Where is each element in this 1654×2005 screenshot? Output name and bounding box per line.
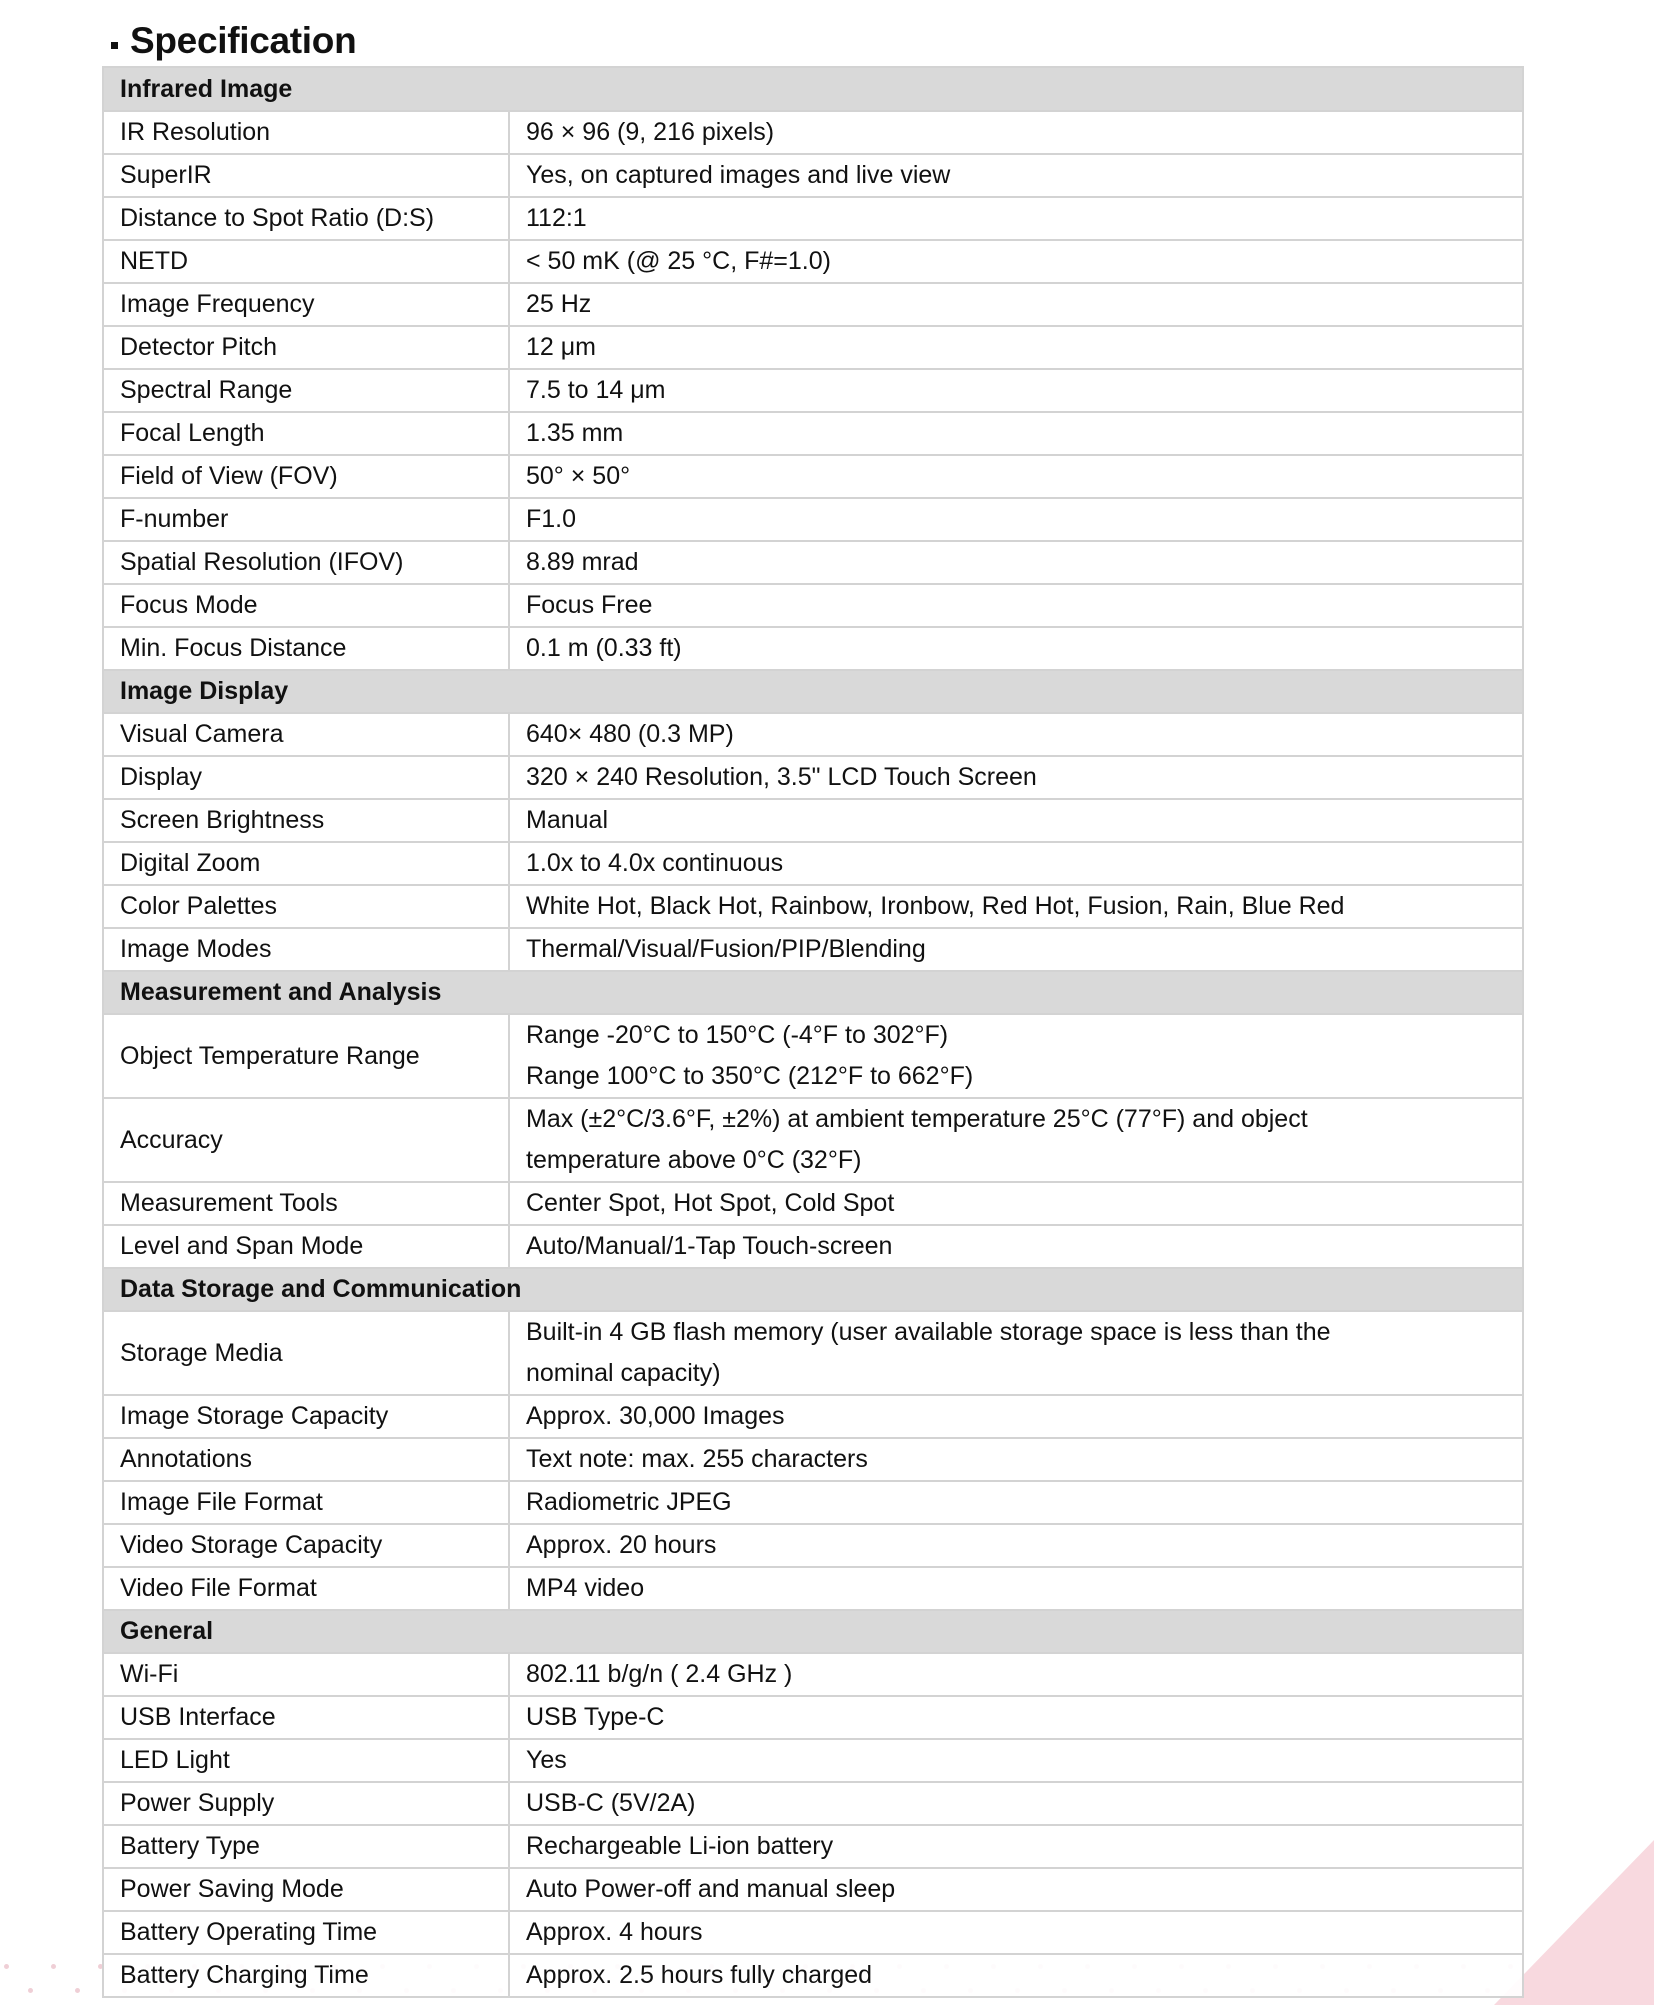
section-header-row <box>103 67 1523 111</box>
spec-label: Field of View (FOV) <box>103 455 509 498</box>
spec-value-line: USB Type-C <box>526 1703 665 1731</box>
spec-row <box>103 842 1523 885</box>
spec-label: Image Frequency <box>103 283 509 326</box>
spec-row <box>103 928 1523 971</box>
spec-row <box>103 1653 1523 1696</box>
spec-label: Battery Type <box>103 1825 509 1868</box>
spec-row <box>103 1481 1523 1524</box>
spec-row <box>103 1098 1523 1182</box>
spec-value <box>509 498 1523 541</box>
spec-label: Color Palettes <box>103 885 509 928</box>
spec-label: Min. Focus Distance <box>103 627 509 670</box>
spec-value <box>509 1825 1523 1868</box>
spec-value-line: Range -20°C to 150°C (-4°F to 302°F) <box>526 1021 949 1049</box>
spec-value-line: 1.0x to 4.0x continuous <box>526 849 784 877</box>
spec-row <box>103 584 1523 627</box>
spec-label: Measurement Tools <box>103 1182 509 1225</box>
spec-value <box>509 1524 1523 1567</box>
spec-value <box>509 1438 1523 1481</box>
spec-value <box>509 1481 1523 1524</box>
spec-value <box>509 1868 1523 1911</box>
spec-label: Power Saving Mode <box>103 1868 509 1911</box>
spec-value-line: < 50 mK (@ 25 °C, F#=1.0) <box>526 247 831 275</box>
spec-value <box>509 1395 1523 1438</box>
spec-label: Screen Brightness <box>103 799 509 842</box>
spec-row <box>103 197 1523 240</box>
spec-row <box>103 412 1523 455</box>
section-header-row <box>103 670 1523 713</box>
spec-row <box>103 455 1523 498</box>
spec-label: Battery Charging Time <box>103 1954 509 1997</box>
spec-value-line: Manual <box>526 806 608 834</box>
spec-value <box>509 111 1523 154</box>
spec-label: Battery Operating Time <box>103 1911 509 1954</box>
spec-value <box>509 799 1523 842</box>
spec-value-line: White Hot, Black Hot, Rainbow, Ironbow, Red Hot, Fusion, Rain, Blue Red <box>526 892 1345 920</box>
spec-label: Wi-Fi <box>103 1653 509 1696</box>
spec-label: LED Light <box>103 1739 509 1782</box>
spec-row <box>103 1954 1523 1997</box>
spec-label: Visual Camera <box>103 713 509 756</box>
page-title <box>111 18 356 64</box>
spec-row <box>103 627 1523 670</box>
spec-row <box>103 756 1523 799</box>
spec-value <box>509 240 1523 283</box>
spec-row <box>103 326 1523 369</box>
spec-value <box>509 713 1523 756</box>
spec-value <box>509 326 1523 369</box>
spec-value-line: Approx. 2.5 hours fully charged <box>526 1961 873 1989</box>
spec-value-line: Thermal/Visual/Fusion/PIP/Blending <box>526 935 926 963</box>
spec-label: USB Interface <box>103 1696 509 1739</box>
spec-value <box>509 154 1523 197</box>
section-header-row <box>103 971 1523 1014</box>
spec-label: Focus Mode <box>103 584 509 627</box>
decorative-dot <box>75 1988 80 1993</box>
spec-row <box>103 283 1523 326</box>
spec-value <box>509 842 1523 885</box>
spec-label: Display <box>103 756 509 799</box>
spec-label: Annotations <box>103 1438 509 1481</box>
spec-value <box>509 1225 1523 1268</box>
spec-label: Image Modes <box>103 928 509 971</box>
spec-row <box>103 1782 1523 1825</box>
spec-label: Video Storage Capacity <box>103 1524 509 1567</box>
spec-value-line: USB-C (5V/2A) <box>526 1789 696 1817</box>
spec-value <box>509 1653 1523 1696</box>
spec-label: Spatial Resolution (IFOV) <box>103 541 509 584</box>
specification-table <box>102 66 1524 1998</box>
spec-label: Focal Length <box>103 412 509 455</box>
spec-value-line: Approx. 4 hours <box>526 1918 703 1946</box>
spec-value-line: nominal capacity) <box>526 1359 721 1387</box>
spec-value <box>509 1739 1523 1782</box>
section-header-row <box>103 1610 1523 1653</box>
spec-value-line: MP4 video <box>526 1574 645 1602</box>
spec-value-line: 7.5 to 14 μm <box>526 376 666 404</box>
spec-label: Distance to Spot Ratio (D:S) <box>103 197 509 240</box>
spec-value-line: Auto/Manual/1-Tap Touch-screen <box>526 1232 893 1260</box>
spec-row <box>103 1825 1523 1868</box>
specification-table-body <box>103 67 1523 1997</box>
spec-value-line: 640× 480 (0.3 MP) <box>526 720 734 748</box>
spec-label: Power Supply <box>103 1782 509 1825</box>
spec-row <box>103 111 1523 154</box>
section-header: Infrared Image <box>103 67 1523 111</box>
spec-value-line: 0.1 m (0.33 ft) <box>526 634 682 662</box>
spec-value-line: Text note: max. 255 characters <box>526 1445 868 1473</box>
decorative-dot <box>51 1964 56 1969</box>
spec-row <box>103 1696 1523 1739</box>
spec-value-line: Range 100°C to 350°C (212°F to 662°F) <box>526 1062 974 1090</box>
spec-value-line: 802.11 b/g/n ( 2.4 GHz ) <box>526 1660 793 1688</box>
spec-label: Video File Format <box>103 1567 509 1610</box>
spec-value <box>509 1098 1523 1182</box>
spec-label: Image Storage Capacity <box>103 1395 509 1438</box>
spec-value-line: Center Spot, Hot Spot, Cold Spot <box>526 1189 895 1217</box>
spec-label: Detector Pitch <box>103 326 509 369</box>
spec-value <box>509 412 1523 455</box>
spec-row <box>103 1911 1523 1954</box>
spec-row <box>103 1311 1523 1395</box>
spec-value-line: Rechargeable Li-ion battery <box>526 1832 834 1860</box>
spec-value-line: Yes <box>526 1746 567 1774</box>
spec-value-line: 96 × 96 (9, 216 pixels) <box>526 118 775 146</box>
spec-value <box>509 1696 1523 1739</box>
section-header-row <box>103 1268 1523 1311</box>
spec-value <box>509 885 1523 928</box>
spec-label: Accuracy <box>103 1098 509 1182</box>
spec-value-line: Focus Free <box>526 591 653 619</box>
spec-value <box>509 283 1523 326</box>
section-header: Measurement and Analysis <box>103 971 1523 1014</box>
spec-label: Spectral Range <box>103 369 509 412</box>
spec-row <box>103 1225 1523 1268</box>
spec-value-line: Radiometric JPEG <box>526 1488 732 1516</box>
spec-value-line: 50° × 50° <box>526 462 631 490</box>
spec-row <box>103 1438 1523 1481</box>
spec-value-line: Approx. 20 hours <box>526 1531 717 1559</box>
spec-label: SuperIR <box>103 154 509 197</box>
spec-value <box>509 928 1523 971</box>
decorative-dot <box>4 1964 9 1969</box>
decorative-dot <box>28 1988 33 1993</box>
spec-label: Level and Span Mode <box>103 1225 509 1268</box>
spec-value <box>509 1014 1523 1098</box>
spec-value-line: 25 Hz <box>526 290 592 318</box>
spec-value <box>509 1182 1523 1225</box>
spec-row <box>103 713 1523 756</box>
spec-value <box>509 541 1523 584</box>
spec-value <box>509 1954 1523 1997</box>
spec-value <box>509 369 1523 412</box>
spec-row <box>103 885 1523 928</box>
spec-value-line: Yes, on captured images and live view <box>526 161 951 189</box>
spec-label: Storage Media <box>103 1311 509 1395</box>
spec-row <box>103 1739 1523 1782</box>
spec-value-line: temperature above 0°C (32°F) <box>526 1146 862 1174</box>
spec-value-line: F1.0 <box>526 505 577 533</box>
spec-row <box>103 1182 1523 1225</box>
spec-label: Digital Zoom <box>103 842 509 885</box>
spec-value <box>509 1782 1523 1825</box>
spec-row <box>103 369 1523 412</box>
section-header: Data Storage and Communication <box>103 1268 1523 1311</box>
section-header: General <box>103 1610 1523 1653</box>
spec-value <box>509 1311 1523 1395</box>
spec-value-line: 112:1 <box>526 204 587 232</box>
spec-row <box>103 1868 1523 1911</box>
spec-label: IR Resolution <box>103 111 509 154</box>
spec-row <box>103 154 1523 197</box>
spec-label: NETD <box>103 240 509 283</box>
spec-value-line: Built-in 4 GB flash memory (user available storage space is less than the <box>526 1318 1331 1346</box>
spec-row <box>103 498 1523 541</box>
spec-value-line: Max (±2°C/3.6°F, ±2%) at ambient temperature 25°C (77°F) and object <box>526 1105 1308 1133</box>
spec-value <box>509 756 1523 799</box>
spec-value <box>509 455 1523 498</box>
spec-value-line: 1.35 mm <box>526 419 624 447</box>
spec-row <box>103 1395 1523 1438</box>
section-header: Image Display <box>103 670 1523 713</box>
spec-row <box>103 541 1523 584</box>
spec-row <box>103 1567 1523 1610</box>
spec-row <box>103 799 1523 842</box>
spec-value <box>509 627 1523 670</box>
spec-value <box>509 1567 1523 1610</box>
spec-label: F-number <box>103 498 509 541</box>
spec-row <box>103 1014 1523 1098</box>
spec-label: Image File Format <box>103 1481 509 1524</box>
spec-value-line: Approx. 30,000 Images <box>526 1402 785 1430</box>
page-title-text: Specification <box>130 20 357 61</box>
spec-value-line: 12 μm <box>526 333 596 361</box>
spec-value <box>509 584 1523 627</box>
spec-label: Object Temperature Range <box>103 1014 509 1098</box>
spec-value-line: 320 × 240 Resolution, 3.5" LCD Touch Screen <box>526 763 1037 791</box>
spec-value <box>509 197 1523 240</box>
bullet-icon <box>111 42 118 49</box>
spec-row <box>103 1524 1523 1567</box>
spec-row <box>103 240 1523 283</box>
spec-value <box>509 1911 1523 1954</box>
spec-value-line: Auto Power-off and manual sleep <box>526 1875 896 1903</box>
spec-value-line: 8.89 mrad <box>526 548 639 576</box>
